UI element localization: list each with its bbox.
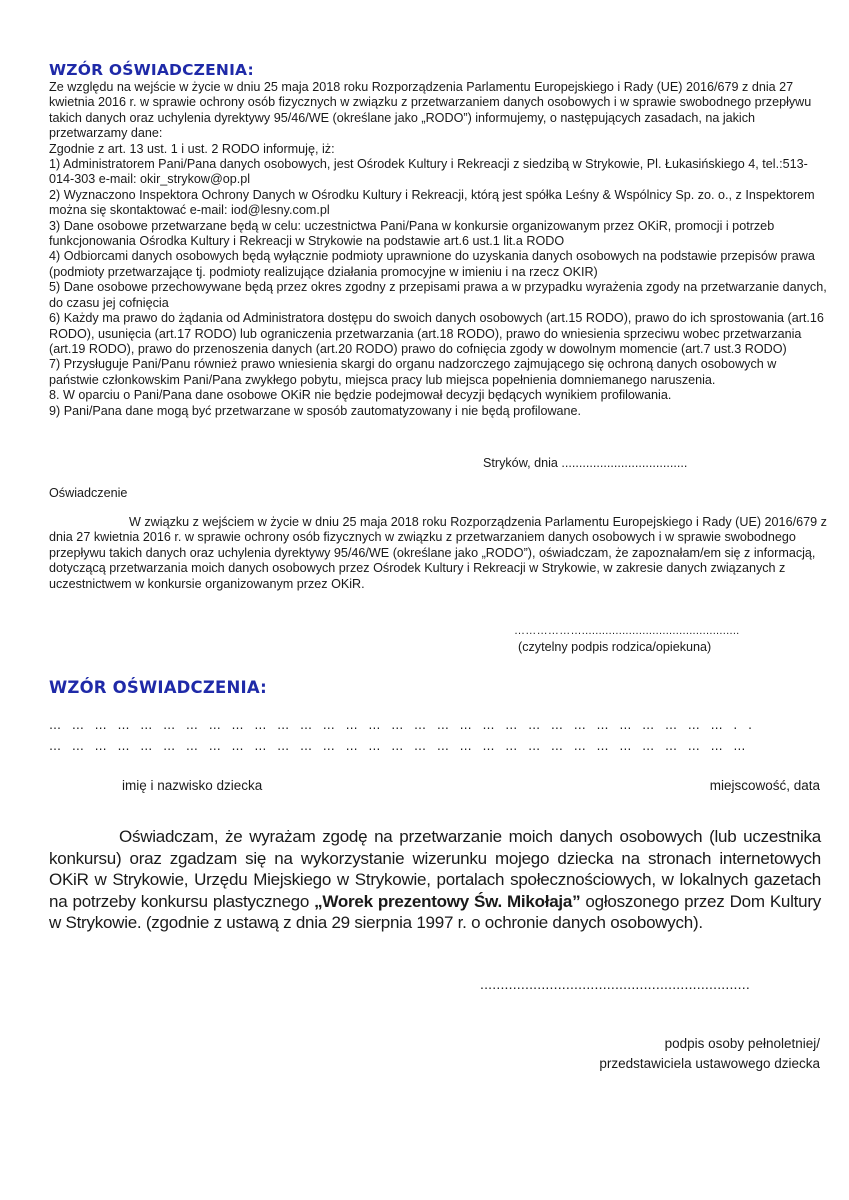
rodo-intro: Ze względu na wejście w życie w dniu 25 maja 2018 roku Rozporządzenia Parlamentu Europejskiego i Rady (UE) 2016/679 z dnia 27 kwietnia 2016 r. w sprawie ochrony osób fizycznych w związku z przetwarzaniem danych osobowych i w sprawie swobodnego przepływu takich danych oraz uchylenia dyrektywy 95/46/WE (określane jako „RODO”) informujemy, o następujących zasadach, na jakich przetwarzamy dane: [49,80,812,141]
rodo-point-4: 4) Odbiorcami danych osobowych będą wyłącznie podmioty uprawnione do uzyskania danych osobowych na podstawie przepisów prawa (podmioty przetwarzające tj. podmioty realizujące działania promocyjne w imieniu i na rzecz OKIR) [49,249,815,279]
fill-line-1: … … … … … … … … … … … … … … … … … … … … … … … … … … … … … … . . [49,718,753,732]
rodo-point-2: 2) Wyznaczono Inspektora Ochrony Danych w Ośrodku Kultury i Rekreacji, którą jest spółka Leśny & Wspólnicy Sp. zo. o., z Inspektorem można się skontaktować e-mail: iod@lesny.com.pl [49,187,815,218]
rodo-point-3: 3) Dane osobowe przetwarzane będą w celu: uczestnictwa Pani/Pana w konkursie organizowanym przez OKiR, promocji i potrzeb funkcjonowania Ośrodka Kultury i Rekreacji w Strykowie na podstawie art.6 ust.1 lit.a RODO [49,218,775,249]
guardian-signature-line: .................................................................. [480,976,750,992]
rodo-point-7: 7) Przysługuje Pani/Panu również prawo wniesienia skargi do organu nadzorczego zajmującego się ochroną danych osobowych w państwie członkowskim Pani/Pana zwykłego pobytu, miejsca pracy lub miejsca popełnienia domniemanego naruszenia. [49,357,777,387]
declaration-text: W związku z wejściem w życie w dniu 25 maja 2018 roku Rozporządzenia Parlamentu Europejskiego i Rady (UE) 2016/679 z dnia 27 kwietnia 2016 r. w sprawie ochrony osób fizycznych w związku z przetwarzaniem danych osobowych i w sprawie swobodnego przepływu takich danych oraz uchylenia dyrektywy 95/46/WE (określane jako „RODO”), oświadczam, że zapoznałam/em się z informacją, dotyczącą przetwarzania moich danych osobowych przez Ośrodek Kultury i Rekreacji w Strykowie, w zakresie danych związanych z uczestnictwem w konkursie organizowanym przez OKiR. [49,515,827,591]
place-date-label: miejscowość, data [709,778,820,793]
consent-text-part-2: ogłoszonego przez Dom Kultury w Strykowie. (zgodnie z ustawą z dnia 29 sierpnia 1997 r. o ochronie danych osobowych). [49,891,821,932]
declaration-label: Oświadczenie [49,486,128,500]
parent-signature-line: ………………............................................... [514,625,740,637]
contest-name: „Worek prezentowy Św. Mikołaja” [314,891,581,911]
rodo-legal-basis: Zgodnie z art. 13 ust. 1 i ust. 2 RODO informuję, iż: [49,141,335,156]
consent-text-part-1: Oświadczam, że wyrażam zgodę na przetwarzanie moich danych osobowych (lub uczestnika konkursu) oraz zgadzam się na wykorzystanie wizerunku mojego dziecka na stronach internetowych OKiR w Strykowie, Urzędu Miejskiego w Strykowie, portalach społecznościowych, w lokalnych gazetach na potrzeby konkursu plastycznego [49,827,821,911]
child-name-label: imię i nazwisko dziecka [122,778,263,793]
rodo-point-8: 8. W oparciu o Pani/Pana dane osobowe OKiR nie będzie podejmował decyzji będących wynikiem profilowania. [49,388,672,403]
guardian-caption-line-2: przedstawiciela ustawowego dziecka [599,1056,820,1071]
rodo-info-block [49,80,829,419]
parent-signature-caption: (czytelny podpis rodzica/opiekuna) [518,640,712,654]
place-date-line: Stryków, dnia .................................... [483,456,688,470]
fill-line-2: … … … … … … … … … … … … … … … … … … … … … … … … … … … … … … … [49,739,746,753]
guardian-caption-line-1: podpis osoby pełnoletniej/ [664,1036,820,1051]
heading-consent-form: WZÓR OŚWIADCZENIA: [49,678,267,697]
rodo-point-5: 5) Dane osobowe przechowywane będą przez okres zgodny z przepisami prawa a w przypadku wyrażenia zgody na przetwarzanie danych, do czasu jej cofnięcia [49,280,827,310]
rodo-point-1: 1) Administratorem Pani/Pana danych osobowych, jest Ośrodek Kultury i Rekreacji z siedzibą w Strykowie, Pl. Łukasińskiego 4, tel.:513-014-303 e-mail: okir_strykow@op.pl [49,157,808,187]
rodo-point-6: 6) Każdy ma prawo do żądania od Administratora dostępu do swoich danych osobowych (art.15 RODO), prawo do ich sprostowania (art.16 RODO), usunięcia (art.17 RODO) lub ograniczenia przetwarzania (art.18 RODO), prawo do wniesienia sprzeciwu wobec przetwarzania (art.19 RODO), prawo do przenoszenia danych (art.20 RODO) prawo do cofnięcia zgody w dowolnym momencie (art.7 ust.3 RODO) [49,311,824,356]
rodo-point-9: 9) Pani/Pana dane mogą być przetwarzane w sposób zautomatyzowany i nie będą profilowane. [49,403,582,418]
consent-statement [49,826,821,934]
guardian-signature-caption [599,1034,820,1074]
heading-rodo-info: WZÓR OŚWIADCZENIA: [49,61,254,79]
